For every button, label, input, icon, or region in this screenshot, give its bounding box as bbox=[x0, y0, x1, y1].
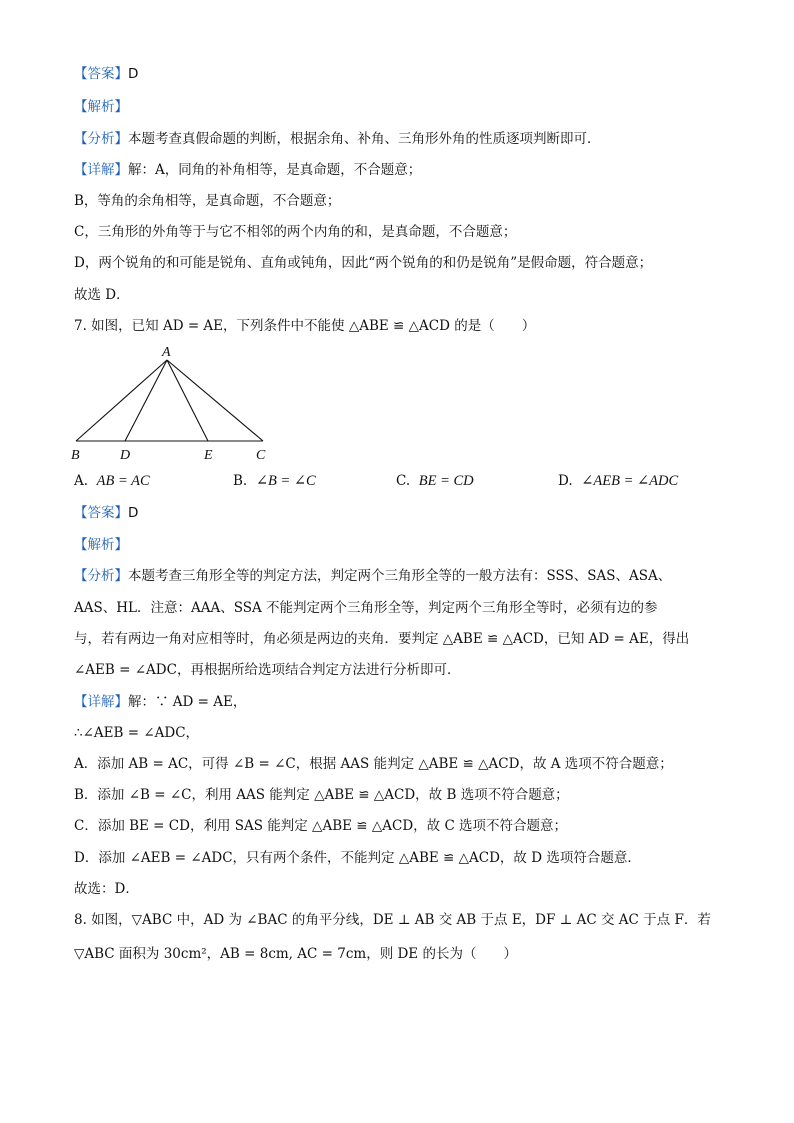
analysis-heading-text: 解析 bbox=[87, 537, 115, 553]
option-text: BE = CD bbox=[418, 473, 474, 489]
analysis-tag-close: 】 bbox=[114, 537, 128, 553]
conclusion-line-1 bbox=[74, 285, 130, 305]
detail-text: 解：A，同角的补角相等，是真命题，不合题意； bbox=[128, 162, 422, 178]
detail-line-8 bbox=[74, 785, 569, 805]
detail-tag: 【详解】 bbox=[74, 162, 128, 178]
question-8-line-1 bbox=[74, 910, 711, 930]
label-d: D bbox=[120, 448, 131, 463]
analysis-line-1 bbox=[74, 129, 601, 149]
answer-value: D bbox=[128, 505, 139, 521]
question-7 bbox=[74, 316, 535, 336]
detail-line-2 bbox=[74, 191, 340, 211]
detail-text: ∴∠AEB = ∠ADC， bbox=[74, 725, 200, 741]
segment-ab bbox=[76, 360, 167, 441]
question-text: 8. 如图，▽ABC 中，AD 为 ∠BAC 的角平分线，DE ⊥ AB 交 AB 于点 E，DF ⊥ AC 交 AC 于点 F．若 bbox=[74, 912, 711, 928]
analysis-text: 本题考查三角形全等的判定方法，判定两个三角形全等的一般方法有：SSS、SAS、ASA、 bbox=[128, 568, 672, 584]
analysis-line-3 bbox=[74, 598, 658, 618]
analysis-text: AAS、HL．注意：AAA、SSA 不能判定两个三角形全等，判定两个三角形全等时，必须有边的参 bbox=[74, 600, 658, 616]
analysis-line-2 bbox=[74, 566, 671, 586]
detail-text: C．添加 BE = CD，利用 SAS 能判定 △ABE ≌ △ACD，故 C 选项不符合题意； bbox=[74, 818, 568, 834]
analysis-subtag: 【分析】 bbox=[74, 131, 128, 147]
option-text: AB = AC bbox=[96, 473, 150, 489]
segment-ac bbox=[167, 360, 263, 441]
detail-line-1 bbox=[74, 160, 421, 180]
option-text: ∠AEB = ∠ADC bbox=[581, 473, 679, 489]
conclusion-line-2 bbox=[74, 879, 139, 899]
label-c: C bbox=[256, 448, 266, 463]
detail-tag: 【详解】 bbox=[74, 694, 128, 710]
option-b bbox=[233, 471, 316, 491]
detail-text: B．添加 ∠B = ∠C，利用 AAS 能判定 △ABE ≌ △ACD，故 B 选项不符合题意； bbox=[74, 787, 569, 803]
triangle-figure bbox=[66, 340, 276, 465]
analysis-heading-2 bbox=[74, 535, 128, 555]
segment-ad bbox=[125, 360, 167, 441]
detail-text: D，两个锐角的和可能是锐角、直角或钝角，因此“两个锐角的和仍是锐角”是假命题，符合题意； bbox=[74, 255, 653, 271]
answer-value: D bbox=[128, 66, 139, 82]
question-8-line-2 bbox=[74, 944, 517, 964]
detail-text: 解：∵ AD = AE， bbox=[128, 694, 247, 710]
detail-text: A．添加 AB = AC，可得 ∠B = ∠C，根据 AAS 能判定 △ABE ≌ △ACD，故 A 选项不符合题意； bbox=[74, 756, 673, 772]
answer-line-2 bbox=[74, 503, 138, 523]
conclusion-text: 故选：D． bbox=[74, 881, 139, 897]
answer-line-1 bbox=[74, 64, 138, 84]
analysis-tag: 【 bbox=[74, 537, 88, 553]
conclusion-text: 故选 D． bbox=[74, 287, 130, 303]
answer-tag: 【答案】 bbox=[74, 66, 128, 82]
label-a: A bbox=[162, 345, 171, 360]
option-text: ∠B = ∠C bbox=[255, 473, 316, 489]
analysis-line-5 bbox=[74, 660, 460, 680]
detail-text: C，三角形的外角等于与它不相邻的两个内角的和，是真命题，不合题意； bbox=[74, 224, 517, 240]
detail-line-6 bbox=[74, 723, 199, 743]
detail-line-9 bbox=[74, 816, 567, 836]
analysis-tag: 【 bbox=[74, 99, 88, 115]
analysis-text: ∠AEB = ∠ADC，再根据所给选项结合判定方法进行分析即可． bbox=[74, 662, 461, 678]
option-a bbox=[74, 471, 150, 491]
option-letter: C. bbox=[396, 473, 411, 489]
detail-line-7 bbox=[74, 754, 673, 774]
option-d bbox=[558, 471, 678, 491]
analysis-text: 与，若有两边一角对应相等时，角必须是两边的夹角．要判定 △ABE ≌ △ACD，已知 AD = AE，得出 bbox=[74, 631, 690, 647]
question-text: 7. 如图，已知 AD = AE，下列条件中不能使 △ABE ≌ △ACD 的是（ ） bbox=[74, 318, 536, 334]
option-letter: A. bbox=[74, 473, 89, 489]
analysis-heading-1 bbox=[74, 97, 128, 117]
analysis-subtag: 【分析】 bbox=[74, 568, 128, 584]
option-letter: D. bbox=[558, 473, 573, 489]
option-c bbox=[396, 471, 474, 491]
label-b: B bbox=[71, 448, 80, 463]
detail-text: B，等角的余角相等，是真命题，不合题意； bbox=[74, 193, 341, 209]
label-e: E bbox=[204, 448, 213, 463]
detail-text: D．添加 ∠AEB = ∠ADC，只有两个条件，不能判定 △ABE ≌ △ACD，故 D 选项符合题意． bbox=[74, 850, 641, 866]
analysis-heading-text: 解析 bbox=[87, 99, 115, 115]
detail-line-5 bbox=[74, 692, 246, 712]
detail-line-4 bbox=[74, 253, 652, 273]
option-letter: B. bbox=[233, 473, 248, 489]
detail-line-10 bbox=[74, 848, 641, 868]
analysis-text: 本题考查真假命题的判断，根据余角、补角、三角形外角的性质逐项判断即可． bbox=[128, 131, 601, 147]
analysis-line-4 bbox=[74, 629, 689, 649]
detail-line-3 bbox=[74, 222, 516, 242]
analysis-tag-close: 】 bbox=[114, 99, 128, 115]
question-text: ▽ABC 面积为 30cm²，AB = 8cm, AC = 7cm，则 DE 的长为（ ） bbox=[74, 946, 517, 962]
segment-ae bbox=[167, 360, 208, 441]
answer-tag: 【答案】 bbox=[74, 505, 128, 521]
